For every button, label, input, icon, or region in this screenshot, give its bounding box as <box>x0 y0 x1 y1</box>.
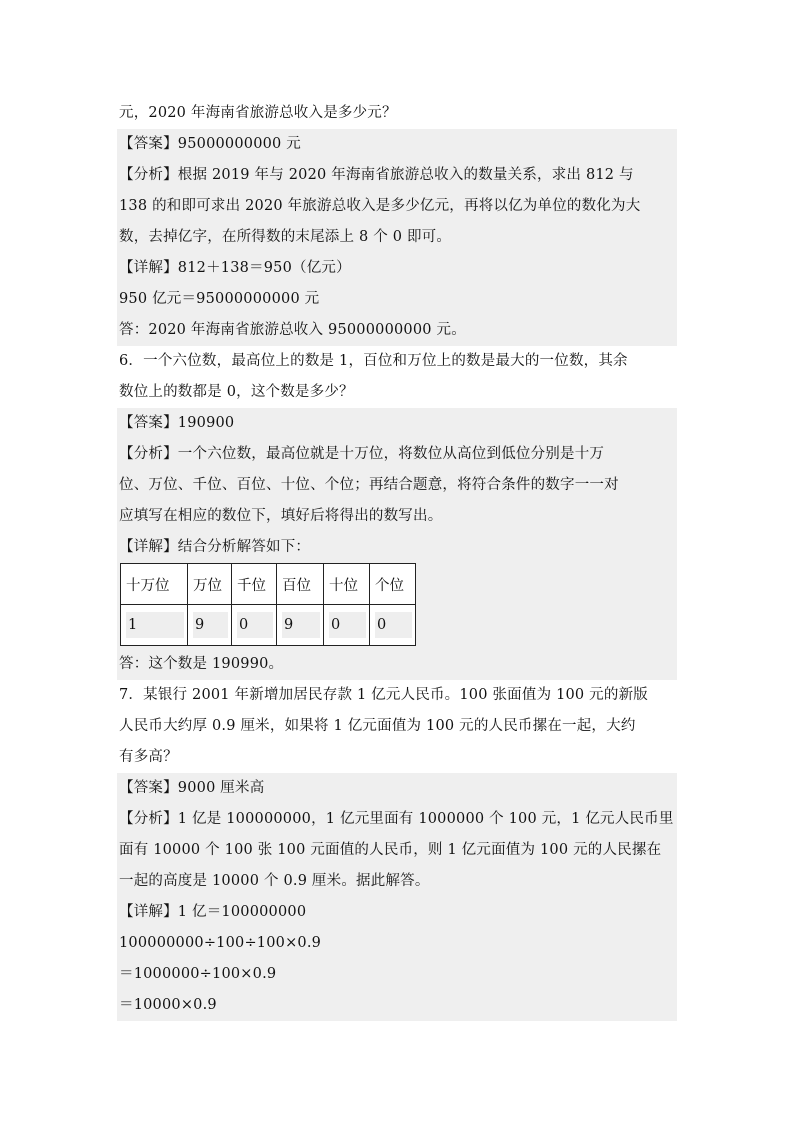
q7-detail-line-3: ＝1000000÷100×0.9 <box>117 959 677 990</box>
table-header-cell: 十位 <box>324 564 370 605</box>
table-cell <box>324 605 370 646</box>
q7-answer: 【答案】9000 厘米高 <box>117 773 677 804</box>
q7-detail-line-2: 100000000÷100÷100×0.9 <box>117 928 677 959</box>
place-value-table-block <box>117 563 677 649</box>
q5-answer: 【答案】95000000000 元 <box>117 129 677 160</box>
table-header-cell: 个位 <box>370 564 416 605</box>
q7-question-line-3: 有多高？ <box>119 749 178 765</box>
table-cell-value: 0 <box>237 612 273 638</box>
q7-analysis-line-1: 【分析】1 亿是 100000000，1 亿元里面有 1000000 个 100 元，1 亿元人民币里 <box>117 804 677 835</box>
table-cell <box>370 605 416 646</box>
table-header-cell: 百位 <box>277 564 324 605</box>
table-header-cell: 千位 <box>232 564 277 605</box>
q7-question-line-1: 7．某银行 2001 年新增加居民存款 1 亿元人民币。100 张面值为 100 元的新版 <box>119 687 648 703</box>
table-cell <box>277 605 324 646</box>
place-value-table <box>120 563 416 646</box>
q6-answer: 【答案】190900 <box>117 408 677 439</box>
q7-analysis-line-3: 一起的高度是 10000 个 0.9 厘米。据此解答。 <box>117 866 677 897</box>
table-cell <box>121 605 188 646</box>
q7-detail-line-4: ＝10000×0.9 <box>117 990 677 1021</box>
table-cell-value: 0 <box>329 612 366 638</box>
q5-question-line: 元，2020 年海南省旅游总收入是多少元？ <box>119 105 397 121</box>
q6-question-line-1: 6．一个六位数，最高位上的数是 1，百位和万位上的数是最大的一位数，其余 <box>119 353 628 369</box>
q6-analysis-line-3: 应填写在相应的数位下，填好后将得出的数写出。 <box>117 501 677 532</box>
q6-analysis-line-1: 【分析】一个六位数，最高位就是十万位，将数位从高位到低位分别是十万 <box>117 439 677 470</box>
table-row <box>121 605 416 646</box>
table-header-cell: 万位 <box>188 564 232 605</box>
document-page <box>117 98 677 1021</box>
table-cell <box>188 605 232 646</box>
table-header-row <box>121 564 416 605</box>
q5-analysis-line-3: 数，去掉亿字，在所得数的末尾添上 8 个 0 即可。 <box>117 222 677 253</box>
q6-question-line-2: 数位上的数都是 0，这个数是多少？ <box>119 384 354 400</box>
table-cell-value: 9 <box>282 612 320 638</box>
q5-detail-line-1: 【详解】812＋138＝950（亿元） <box>117 253 677 284</box>
table-cell <box>232 605 277 646</box>
table-cell-value: 0 <box>375 612 412 638</box>
table-cell-value: 9 <box>193 612 228 638</box>
table-cell-value: 1 <box>126 612 184 638</box>
q7-question-line-2: 人民币大约厚 0.9 厘米，如果将 1 亿元面值为 100 元的人民币摞在一起，大约 <box>119 718 636 734</box>
q7-analysis-line-2: 面有 10000 个 100 张 100 元面值的人民币，则 1 亿元面值为 100 元的人民摞在 <box>117 835 677 866</box>
table-header-cell: 十万位 <box>121 564 188 605</box>
q6-detail-intro: 【详解】结合分析解答如下： <box>117 532 677 563</box>
q6-analysis-line-2: 位、万位、千位、百位、十位、个位；再结合题意，将符合条件的数字一一对 <box>117 470 677 501</box>
q6-conclusion: 答：这个数是 190990。 <box>117 649 677 680</box>
q7-detail-line-1: 【详解】1 亿＝100000000 <box>117 897 677 928</box>
q5-analysis-line-1: 【分析】根据 2019 年与 2020 年海南省旅游总收入的数量关系，求出 812 与 <box>117 160 677 191</box>
q5-detail-line-2: 950 亿元＝95000000000 元 <box>117 284 677 315</box>
q5-detail-line-3: 答：2020 年海南省旅游总收入 95000000000 元。 <box>117 315 677 346</box>
q5-analysis-line-2: 138 的和即可求出 2020 年旅游总收入是多少亿元，再将以亿为单位的数化为大 <box>117 191 677 222</box>
